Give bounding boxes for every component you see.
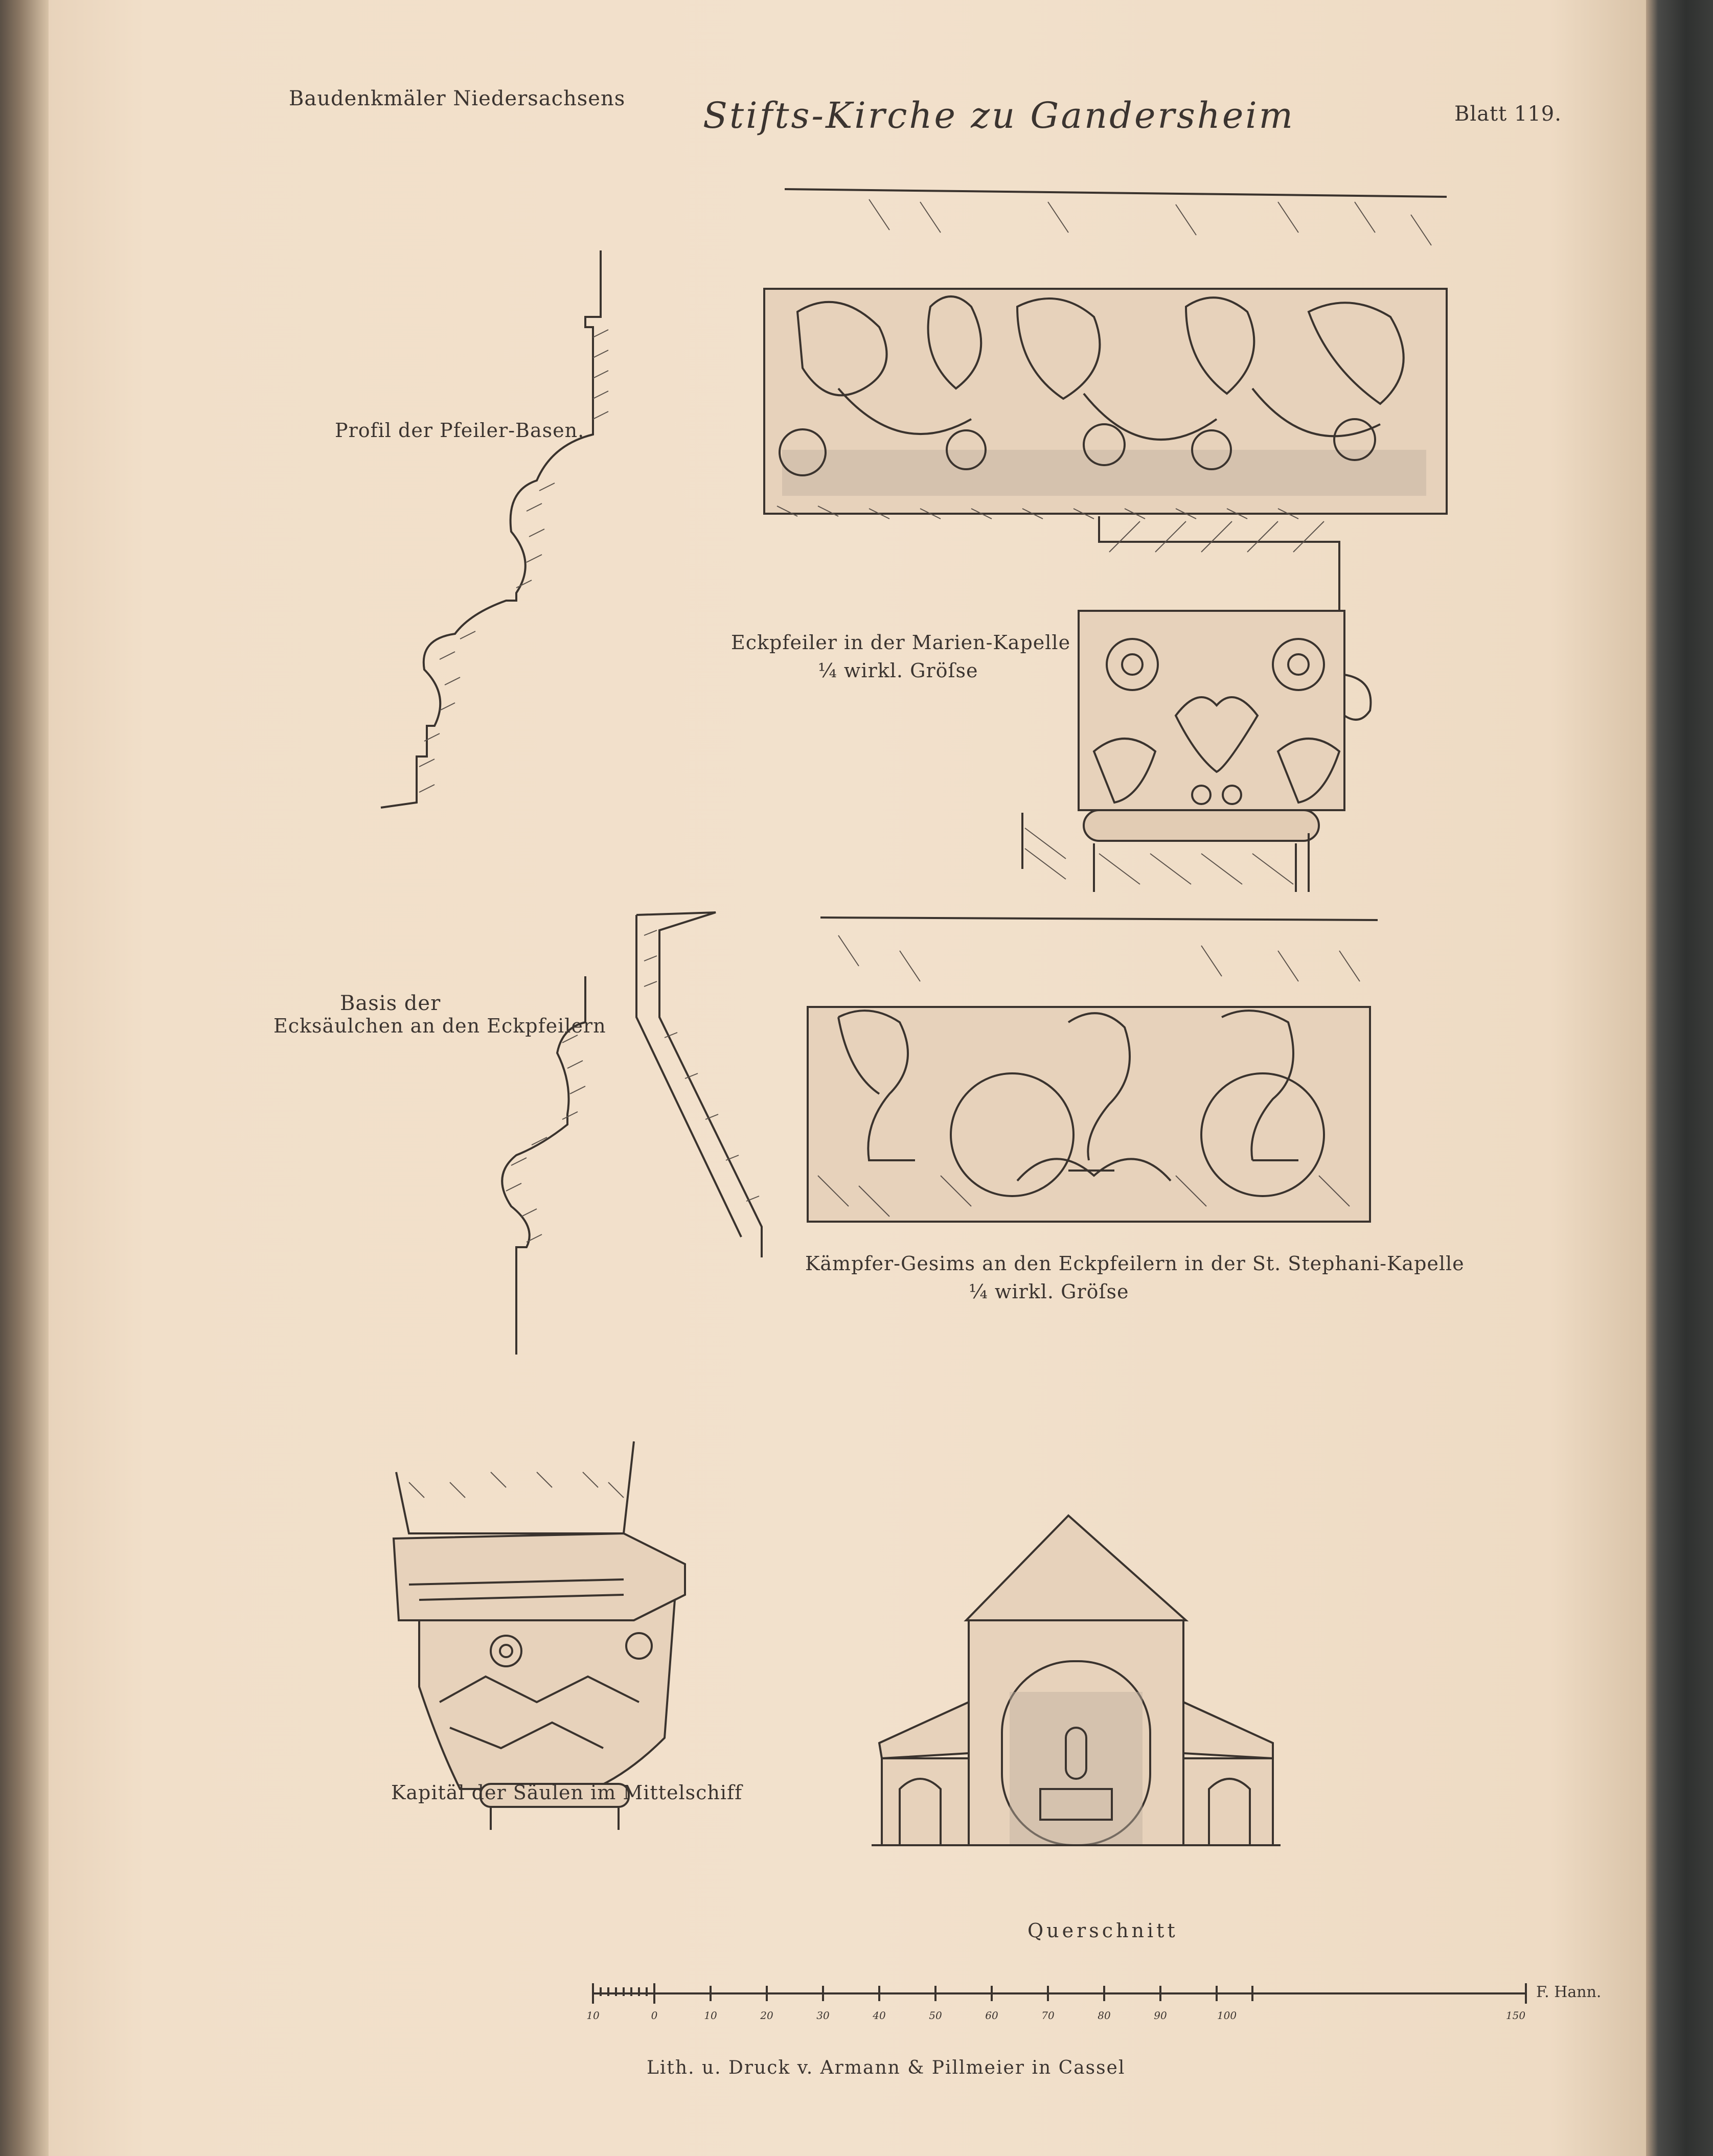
draughtsman-signature: F. Hann. [1536, 1983, 1602, 2001]
scale-label: 30 [816, 2009, 830, 2022]
caption-marien-pier-line2: ¼ wirkl. Gröſse [818, 659, 978, 682]
caption-impost-line1: Kämpfer-Gesims an den Eckpfeilern in der St. Stephani-Kapelle [805, 1252, 1465, 1275]
scale-bar-drawing [586, 1983, 1526, 2022]
page-title: Stifts-Kirche zu Gandersheim [703, 95, 1295, 136]
marien-corner-capital-drawing [1022, 611, 1371, 892]
sheet-number: Blatt 119. [1454, 102, 1562, 126]
scale-label: 40 [873, 2009, 886, 2022]
scale-label: 20 [760, 2009, 773, 2022]
scale-label: 80 [1098, 2009, 1111, 2022]
scale-label: 60 [985, 2009, 998, 2022]
caption-nave-capital: Kapitäl der Säulen im Mittelschiff [391, 1781, 743, 1804]
cross-section-drawing [872, 1516, 1281, 1845]
scale-label: 70 [1041, 2009, 1055, 2022]
caption-pier-base-profile: Profil der Pfeiler-Basen. [335, 419, 585, 442]
marien-capital-frieze-drawing [764, 189, 1447, 613]
header-series: Baudenkmäler Niedersachsens [289, 87, 626, 110]
impost-profile-drawing [636, 912, 762, 1257]
nave-column-capital-drawing [394, 1441, 685, 1830]
scale-label: 90 [1154, 2009, 1167, 2022]
stephani-impost-frieze-drawing [808, 918, 1378, 1222]
scale-label: 0 [651, 2009, 658, 2022]
caption-corner-base-line1: Basis der [340, 992, 441, 1015]
scale-label: 10 [586, 2009, 600, 2022]
scale-label: 100 [1217, 2009, 1237, 2022]
pier-base-profile-drawing [381, 250, 608, 808]
caption-corner-base-line2: Ecksäulchen an den Eckpfeilern [273, 1015, 606, 1037]
caption-marien-pier-line1: Eckpfeiler in der Marien-Kapelle [731, 631, 1071, 654]
scale-label: 50 [929, 2009, 942, 2022]
scale-label: 10 [704, 2009, 717, 2022]
caption-impost-line2: ¼ wirkl. Gröſse [969, 1280, 1129, 1303]
caption-cross-section: Querschnitt [1027, 1919, 1178, 1942]
printer-credit: Lith. u. Druck v. Armann & Pillmeier in Cassel [647, 2057, 1126, 2078]
scale-label: 150 [1505, 2009, 1526, 2022]
